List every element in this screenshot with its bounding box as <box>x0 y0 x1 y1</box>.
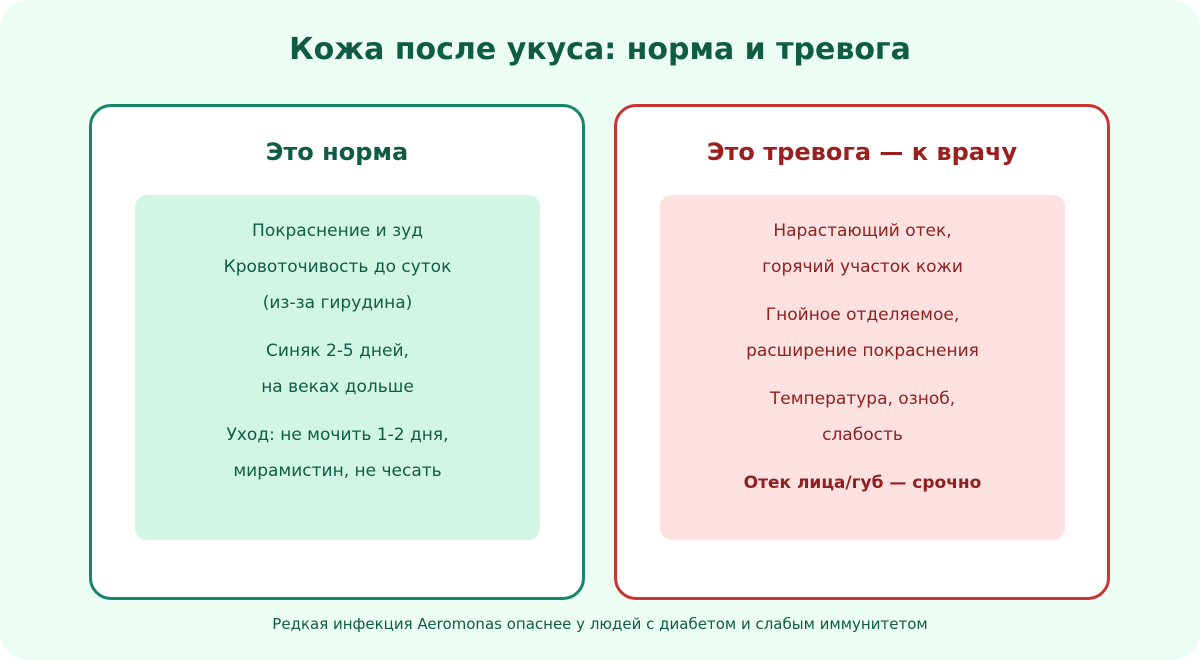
norm-line: мирамистин, не чесать <box>233 461 442 481</box>
alarm-list-panel <box>660 195 1065 540</box>
alarm-line: Гнойное отделяемое, <box>765 305 960 325</box>
norm-line: Уход: не мочить 1-2 дня, <box>226 425 449 445</box>
norm-line: (из-за гирудина) <box>262 293 413 313</box>
alarm-line: расширение покраснения <box>746 341 979 361</box>
norm-card <box>89 104 585 600</box>
alarm-card <box>614 104 1110 600</box>
alarm-line: Температура, озноб, <box>769 389 956 409</box>
alarm-heading: Это тревога — к врачу <box>706 138 1018 166</box>
norm-line: Синяк 2-5 дней, <box>266 341 409 361</box>
footer-note: Редкая инфекция Aeromonas опаснее у людей с диабетом и слабым иммунитетом <box>272 615 928 633</box>
alarm-line: слабость <box>822 425 903 445</box>
page-title: Кожа после укуса: норма и тревога <box>289 32 911 67</box>
alarm-line: горячий участок кожи <box>762 257 963 277</box>
norm-line: на веках дольше <box>261 377 414 397</box>
norm-line: Кровоточивость до суток <box>223 257 452 277</box>
norm-list-panel <box>135 195 540 540</box>
norm-line: Покраснение и зуд <box>252 221 423 241</box>
alarm-line: Нарастающий отек, <box>773 221 952 241</box>
norm-heading: Это норма <box>265 138 409 166</box>
alarm-urgent-line: Отек лица/губ — срочно <box>743 473 982 493</box>
